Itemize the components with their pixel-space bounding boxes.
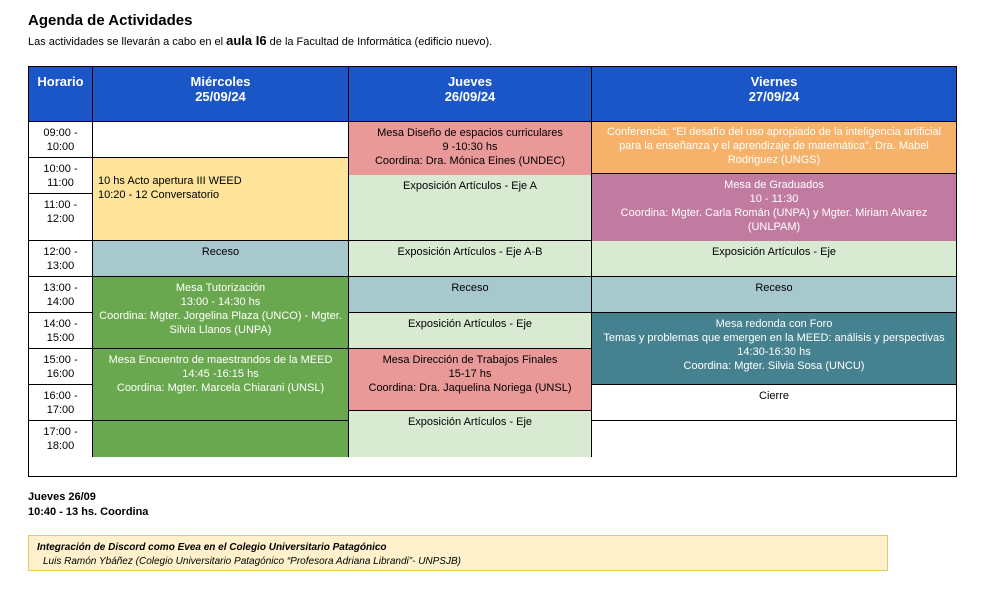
thu-recess: Receso bbox=[349, 277, 592, 313]
header-wednesday-day: Miércoles bbox=[190, 74, 251, 89]
time-slot: 14:00 - 15:00 bbox=[29, 313, 93, 349]
fri-empty-slot bbox=[592, 421, 956, 457]
notes-day: Jueves 26/09 bbox=[28, 491, 96, 503]
thu-expo-eje-2: Exposición Artículos - Eje bbox=[349, 411, 592, 457]
page-title: Agenda de Actividades bbox=[28, 12, 193, 29]
time-slot: 12:00 - 13:00 bbox=[29, 241, 93, 277]
header-thursday bbox=[349, 67, 592, 122]
fri-round-table-panel: Mesa redonda con Foro Temas y problemas que emergen en la MEED: análisis y perspectivas 14:30-16:30 hs Coordina: Mgter. Silvia Sosa (UNCU) bbox=[592, 313, 956, 385]
notes bbox=[28, 490, 148, 520]
time-slot: 17:00 - 18:00 bbox=[29, 421, 93, 457]
info-box bbox=[28, 535, 888, 571]
time-slot: 15:00 - 16:00 bbox=[29, 349, 93, 385]
time-slot: 16:00 - 17:00 bbox=[29, 385, 93, 421]
wed-green-slot bbox=[93, 421, 349, 457]
subtitle-text-end: de la Facultad de Informática (edificio nuevo). bbox=[266, 36, 493, 48]
subtitle-text: Las actividades se llevarán a cabo en el bbox=[28, 36, 227, 48]
schedule-table bbox=[28, 66, 957, 477]
fri-graduates-panel: Mesa de Graduados 10 - 11:30 Coordina: Mgter. Carla Román (UNPA) y Mgter. Miriam Alvarez (UNLPAM) bbox=[592, 174, 956, 250]
header-friday-date: 27/09/24 bbox=[748, 89, 800, 104]
time-slot: 13:00 - 14:00 bbox=[29, 277, 93, 313]
info-title: Integración de Discord como Evea en el Colegio Universitario Patagónico bbox=[37, 542, 387, 553]
thu-expo-eje-ab: Exposición Artículos - Eje A-B bbox=[349, 241, 592, 277]
header-wednesday bbox=[93, 67, 349, 122]
notes-time: 10:40 - 13 hs. Coordina bbox=[28, 506, 149, 518]
time-slot: 09:00 - 10:00 bbox=[29, 122, 93, 158]
thu-design-panel: Mesa Diseño de espacios curriculares 9 -10:30 hs Coordina: Dra. Mónica Eines (UNDEC) bbox=[349, 122, 592, 211]
header-thursday-date: 26/09/24 bbox=[444, 89, 496, 104]
fri-expo-eje: Exposición Artículos - Eje bbox=[592, 241, 956, 277]
fri-closing: Cierre bbox=[592, 385, 956, 421]
header-thursday-day: Jueves bbox=[447, 74, 493, 89]
info-author: Luis Ramón Ybáñez (Colegio Universitario Patagónico “Profesora Adriana Librandi”- UNPSJB) bbox=[43, 556, 461, 567]
wed-tutoring-panel: Mesa Tutorización 13:00 - 14:30 hs Coordina: Mgter. Jorgelina Plaza (UNCO) - Mgter. Silvia Llanos (UNPA) bbox=[93, 277, 349, 349]
page-subtitle bbox=[28, 33, 492, 48]
wed-empty-slot bbox=[93, 122, 349, 158]
header-friday-day: Viernes bbox=[750, 74, 798, 89]
wed-opening-event: 10 hs Acto apertura III WEED 10:20 - 12 Conversatorio bbox=[93, 158, 349, 241]
wed-recess: Receso bbox=[93, 241, 349, 277]
fri-conference: Conferencia: "El desafío del uso apropiado de la inteligencia artificial para la enseñanza y el aprendizaje de matemática". Dra. Mabel Rodriguez (UNGS) bbox=[592, 122, 956, 174]
fri-recess: Receso bbox=[592, 277, 956, 313]
wed-meed-panel: Mesa Encuentro de maestrandos de la MEED 14:45 -16:15 hs Coordina: Mgter. Marcela Chiarani (UNSL) bbox=[93, 349, 349, 421]
time-slot: 11:00 - 12:00 bbox=[29, 194, 93, 241]
header-wednesday-date: 25/09/24 bbox=[195, 89, 246, 104]
thu-final-works-panel: Mesa Dirección de Trabajos Finales 15-17 hs Coordina: Dra. Jaquelina Noriega (UNSL) bbox=[349, 349, 592, 411]
header-friday bbox=[592, 67, 956, 122]
thu-expo-eje: Exposición Artículos - Eje bbox=[349, 313, 592, 349]
thu-expo-eje-a: Exposición Artículos - Eje A bbox=[349, 175, 592, 241]
header-horario: Horario bbox=[29, 67, 93, 122]
subtitle-room: aula I6 bbox=[226, 33, 267, 48]
time-slot: 10:00 - 11:00 bbox=[29, 158, 93, 194]
